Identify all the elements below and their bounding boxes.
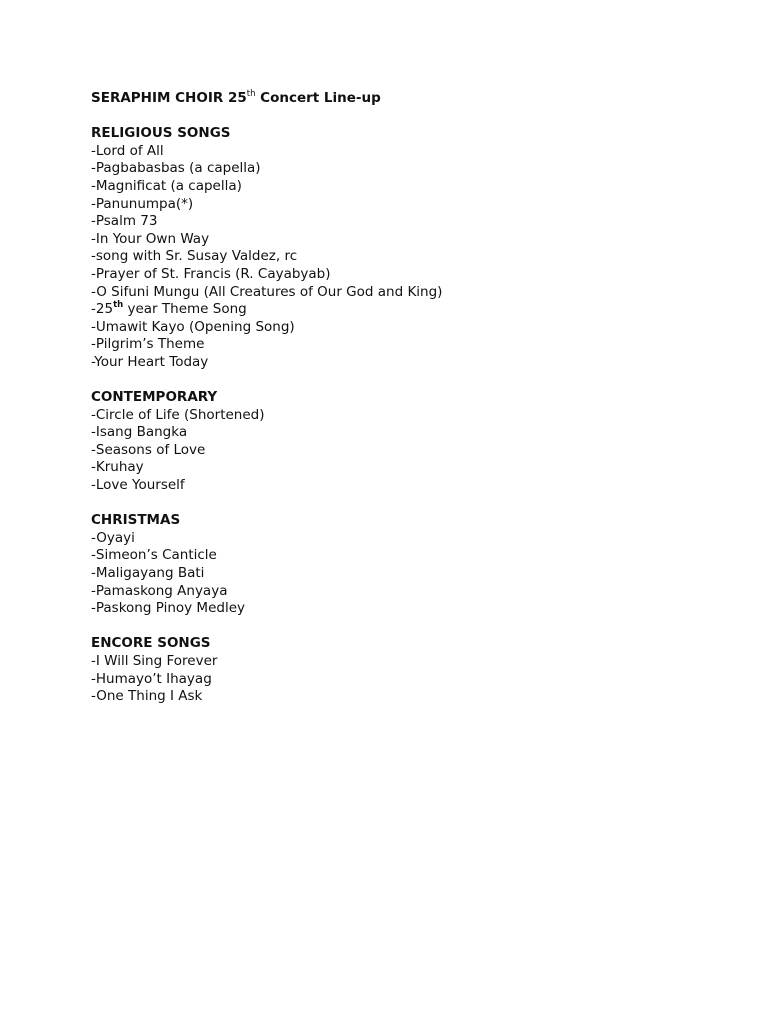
song-list xyxy=(91,143,731,372)
song-item xyxy=(91,530,731,548)
song-item xyxy=(91,178,731,196)
document-title xyxy=(91,90,731,108)
section-heading: RELIGIOUS SONGS xyxy=(91,125,231,142)
song-sections xyxy=(91,125,731,706)
song-title: -Prayer of St. Francis (R. Cayabyab) xyxy=(91,265,331,282)
song-item xyxy=(91,231,731,249)
song-title: -Humayo’t Ihayag xyxy=(91,670,212,687)
song-title: -Pamaskong Anyaya xyxy=(91,582,228,599)
song-item xyxy=(91,565,731,583)
song-item xyxy=(91,442,731,460)
song-item xyxy=(91,547,731,565)
song-title: -Oyayi xyxy=(91,529,135,546)
song-title: -Your Heart Today xyxy=(91,353,209,370)
song-title: -Umawit Kayo (Opening Song) xyxy=(91,318,295,335)
song-item xyxy=(91,424,731,442)
song-title: -Simeon’s Canticle xyxy=(91,547,217,564)
song-item xyxy=(91,653,731,671)
song-title: -Isang Bangka xyxy=(91,424,188,441)
song-title: -Psalm 73 xyxy=(91,213,158,230)
song-title: -Kruhay xyxy=(91,459,144,476)
song-item xyxy=(91,600,731,618)
song-item xyxy=(91,284,731,302)
document-page xyxy=(91,90,731,723)
song-title: -Seasons of Love xyxy=(91,441,206,458)
song-item xyxy=(91,319,731,337)
section-contemporary xyxy=(91,389,731,495)
song-list xyxy=(91,407,731,495)
song-title: -Pagbabasbas (a capella) xyxy=(91,160,261,177)
song-item xyxy=(91,143,731,161)
song-item xyxy=(91,354,731,372)
section-religious-songs xyxy=(91,125,731,371)
song-title: -Circle of Life (Shortened) xyxy=(91,406,265,423)
title-text-end: Concert Line-up xyxy=(255,90,381,106)
song-item xyxy=(91,477,731,495)
song-title: -I Will Sing Forever xyxy=(91,653,218,669)
song-item xyxy=(91,671,731,689)
song-title: -Magnificat (a capella) xyxy=(91,177,242,194)
section-heading: CONTEMPORARY xyxy=(91,389,218,406)
section-christmas xyxy=(91,512,731,618)
section-heading: CHRISTMAS xyxy=(91,512,181,529)
song-title: -One Thing I Ask xyxy=(91,688,203,705)
song-item xyxy=(91,336,731,354)
song-title: -O Sifuni Mungu (All Creatures of Our God and King) xyxy=(91,283,443,300)
song-item xyxy=(91,196,731,214)
song-superscript: th xyxy=(113,299,124,310)
song-item xyxy=(91,213,731,231)
song-title-end: year Theme Song xyxy=(123,301,247,318)
song-item xyxy=(91,266,731,284)
song-item xyxy=(91,248,731,266)
song-title: -25 xyxy=(91,301,114,318)
title-superscript: th xyxy=(246,88,256,99)
section-encore-songs xyxy=(91,635,731,705)
song-list xyxy=(91,653,731,706)
song-item xyxy=(91,459,731,477)
song-item xyxy=(91,583,731,601)
title-text: SERAPHIM CHOIR 25 xyxy=(91,90,247,106)
song-title: -In Your Own Way xyxy=(91,230,210,247)
song-title: -Pilgrim’s Theme xyxy=(91,336,205,353)
song-title: -Paskong Pinoy Medley xyxy=(91,600,245,617)
song-item xyxy=(91,160,731,178)
song-item xyxy=(91,301,731,319)
song-list xyxy=(91,530,731,618)
section-heading: ENCORE SONGS xyxy=(91,635,211,652)
song-item xyxy=(91,688,731,706)
song-title: -Love Yourself xyxy=(91,477,185,494)
song-title: -song with Sr. Susay Valdez, rc xyxy=(91,248,298,265)
song-item xyxy=(91,407,731,425)
song-title: -Panunumpa(*) xyxy=(91,195,194,212)
song-title: -Maligayang Bati xyxy=(91,565,205,582)
song-title: -Lord of All xyxy=(91,142,164,159)
